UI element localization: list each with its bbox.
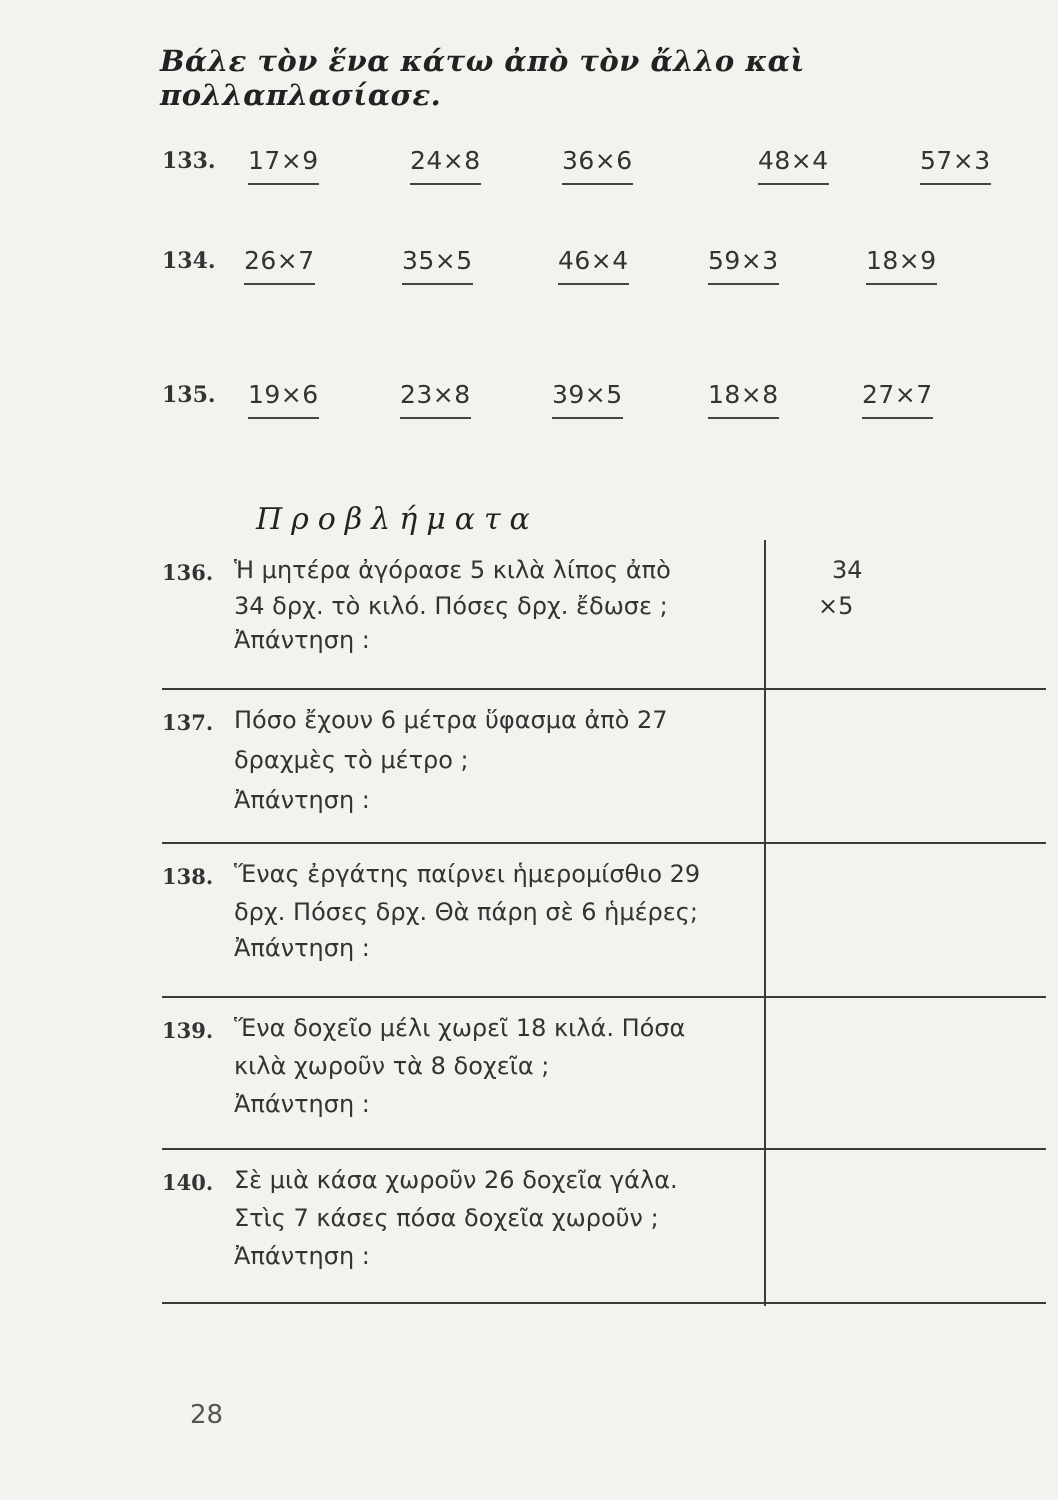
problem-text-line: Πόσο ἔχουν 6 μέτρα ὕφασμα ἀπὸ 27 [234,706,668,734]
calc-top: 34 [832,556,863,584]
problem-text-line: 34 δρχ. τὸ κιλό. Πόσες δρχ. ἔδωσε ; [234,592,668,620]
calc-bottom: ×5 [818,592,854,620]
exercise-item: 17×9 [248,146,319,185]
problem-text-line: κιλὰ χωροῦν τὰ 8 δοχεῖα ; [234,1052,550,1080]
answer-label: Ἀπάντηση : [234,1242,370,1270]
exercise-item: 18×8 [708,380,779,419]
exercise-item: 57×3 [920,146,991,185]
exercise-item: 23×8 [400,380,471,419]
problem-text-line: Ἡ μητέρα ἀγόρασε 5 κιλὰ λίπος ἀπὸ [234,556,671,584]
exercise-number: 133. [162,148,216,174]
exercise-number: 135. [162,382,216,408]
answer-label: Ἀπάντηση : [234,786,370,814]
exercise-item: 46×4 [558,246,629,285]
problem-number: 138. [162,864,214,889]
exercise-item: 24×8 [410,146,481,185]
problem-text-line: δραχμὲς τὸ μέτρο ; [234,746,469,774]
exercise-item: 26×7 [244,246,315,285]
problem-number: 139. [162,1018,214,1043]
problem-text-line: Σὲ μιὰ κάσα χωροῦν 26 δοχεῖα γάλα. [234,1166,678,1194]
problem-number: 136. [162,560,214,585]
problem-divider [162,1302,1046,1304]
page-number: 28 [190,1400,224,1430]
exercise-item: 39×5 [552,380,623,419]
exercise-row-134 [162,246,1022,296]
answer-label: Ἀπάντηση : [234,626,370,654]
answer-label: Ἀπάντηση : [234,1090,370,1118]
column-divider [764,540,766,1306]
answer-label: Ἀπάντηση : [234,934,370,962]
problem-number: 140. [162,1170,214,1195]
problem-divider [162,842,1046,844]
exercise-number: 134. [162,248,216,274]
problem-text-line: Ἕνα δοχεῖο μέλι χωρεῖ 18 κιλά. Πόσα [234,1014,686,1042]
problem-number: 137. [162,710,214,735]
exercise-item: 59×3 [708,246,779,285]
problem-text-line: Στὶς 7 κάσες πόσα δοχεῖα χωροῦν ; [234,1204,659,1232]
problem-text-line: Ἕνας ἐργάτης παίρνει ἡμερομίσθιο 29 [234,860,701,888]
exercise-item: 18×9 [866,246,937,285]
exercise-item: 36×6 [562,146,633,185]
problem-divider [162,688,1046,690]
section-title: Προβλήματα [256,502,539,537]
exercise-item: 35×5 [402,246,473,285]
problem-divider [162,996,1046,998]
exercise-item: 27×7 [862,380,933,419]
exercise-row-133 [162,146,1022,196]
instruction-heading: Βάλε τὸν ἕνα κάτω ἀπὸ τὸν ἄλλο καὶ πολλαπλασίασε. [160,44,805,112]
exercise-item: 48×4 [758,146,829,185]
problem-divider [162,1148,1046,1150]
problem-text-line: δρχ. Πόσες δρχ. Θὰ πάρη σὲ 6 ἡμέρες; [234,898,698,926]
exercise-item: 19×6 [248,380,319,419]
exercise-row-135 [162,380,1022,430]
